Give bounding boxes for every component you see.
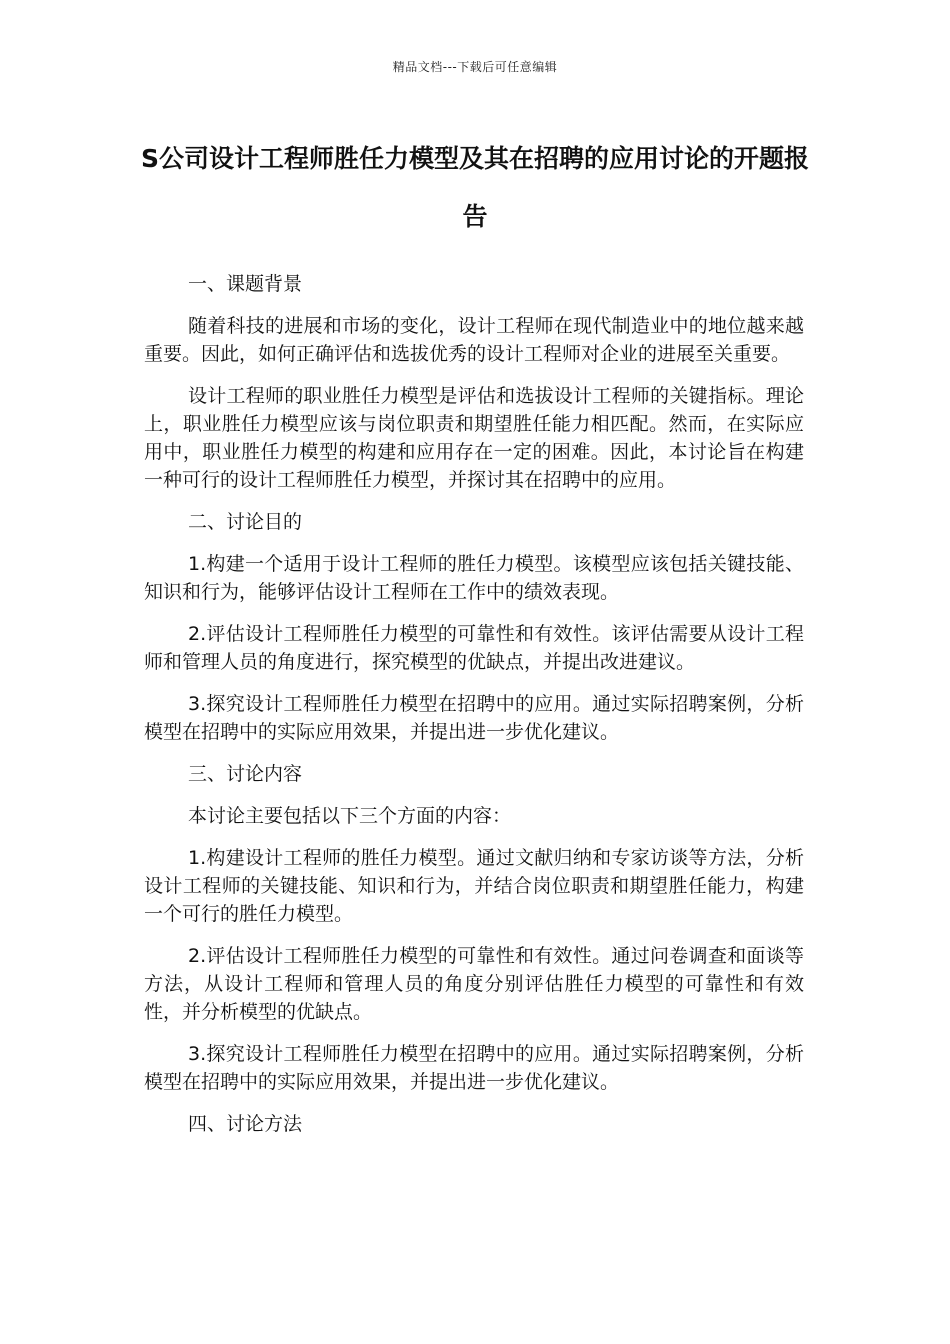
paragraph: 2.评估设计工程师胜任力模型的可靠性和有效性。通过问卷调查和面谈等方法，从设计工程师和管理人员的角度分别评估胜任力模型的可靠性和有效性，并分析模型的优缺点。 [144, 945, 804, 1023]
paragraph: 2.评估设计工程师胜任力模型的可靠性和有效性。该评估需要从设计工程师和管理人员的角度进行，探究模型的优缺点，并提出改进建议。 [144, 623, 804, 673]
paragraph: 3.探究设计工程师胜任力模型在招聘中的应用。通过实际招聘案例，分析模型在招聘中的实际应用效果，并提出进一步优化建议。 [144, 1043, 804, 1093]
section-content [144, 760, 804, 1096]
section-heading: 二、讨论目的 [188, 511, 303, 533]
section-background [144, 270, 804, 494]
paragraph: 1.构建一个适用于设计工程师的胜任力模型。该模型应该包括关键技能、知识和行为，能够评估设计工程师在工作中的绩效表现。 [144, 553, 804, 603]
paragraph: 3.探究设计工程师胜任力模型在招聘中的应用。通过实际招聘案例，分析模型在招聘中的实际应用效果，并提出进一步优化建议。 [144, 693, 804, 743]
header-note: 精品文档---下载后可任意编辑 [392, 60, 558, 74]
section-heading: 一、课题背景 [188, 273, 303, 295]
section-heading: 三、讨论内容 [188, 763, 303, 785]
document-title: S公司设计工程师胜任力模型及其在招聘的应用讨论的开题报告 [140, 144, 809, 231]
document-body [144, 270, 804, 1152]
paragraph: 设计工程师的职业胜任力模型是评估和选拔设计工程师的关键指标。理论上，职业胜任力模型应该与岗位职责和期望胜任能力相匹配。然而，在实际应用中，职业胜任力模型的构建和应用存在一定的困难。因此，本讨论旨在构建一种可行的设计工程师胜任力模型，并探讨其在招聘中的应用。 [144, 385, 804, 491]
section-heading: 四、讨论方法 [188, 1113, 303, 1135]
paragraph: 本讨论主要包括以下三个方面的内容： [188, 805, 512, 827]
paragraph: 随着科技的进展和市场的变化，设计工程师在现代制造业中的地位越来越重要。因此，如何正确评估和选拔优秀的设计工程师对企业的进展至关重要。 [144, 315, 804, 365]
paragraph: 1.构建设计工程师的胜任力模型。通过文献归纳和专家访谈等方法，分析设计工程师的关键技能、知识和行为，并结合岗位职责和期望胜任能力，构建一个可行的胜任力模型。 [144, 847, 804, 925]
section-method [144, 1110, 804, 1138]
section-purpose [144, 508, 804, 746]
